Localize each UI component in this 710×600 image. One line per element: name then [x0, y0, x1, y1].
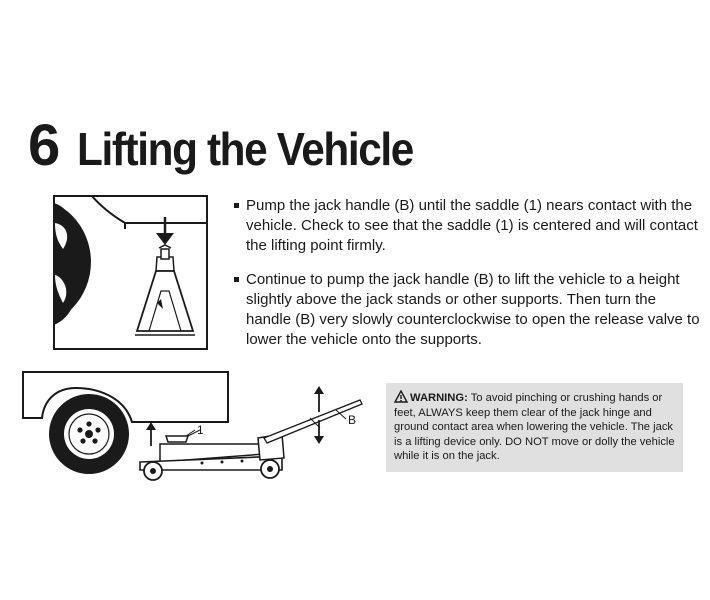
- instruction-item: Pump the jack handle (B) until the saddle (1) nears contact with the vehicle. Check to see that the saddle (1) is centered and will contact the lifting point firmly.: [232, 196, 702, 256]
- saddle-label: 1: [197, 423, 204, 437]
- instruction-list: [232, 196, 702, 364]
- step-number: 6: [28, 113, 60, 178]
- floor-jack-illustration: [20, 366, 370, 484]
- section-heading: [28, 112, 442, 179]
- jack-stand-illustration: [53, 195, 208, 350]
- page-title: Lifting the Vehicle: [77, 123, 414, 175]
- warning-text: To avoid pinching or crushing hands or feet, ALWAYS keep them clear of the jack hinge and ground contact area when lowering the vehicle. The jack is a lifting device only. DO NOT move or dolly the vehicle while it is on the jack.: [394, 392, 675, 463]
- warning-triangle-icon: [394, 390, 408, 403]
- handle-label: B: [348, 413, 357, 427]
- warning-label: WARNING:: [410, 392, 468, 404]
- instruction-item: Continue to pump the jack handle (B) to lift the vehicle to a height slightly above the jack stands or other supports. Then turn the handle (B) very slowly counterclockwise to open the release valve to lower the vehicle onto the supports.: [232, 270, 702, 350]
- warning-box: [386, 383, 683, 472]
